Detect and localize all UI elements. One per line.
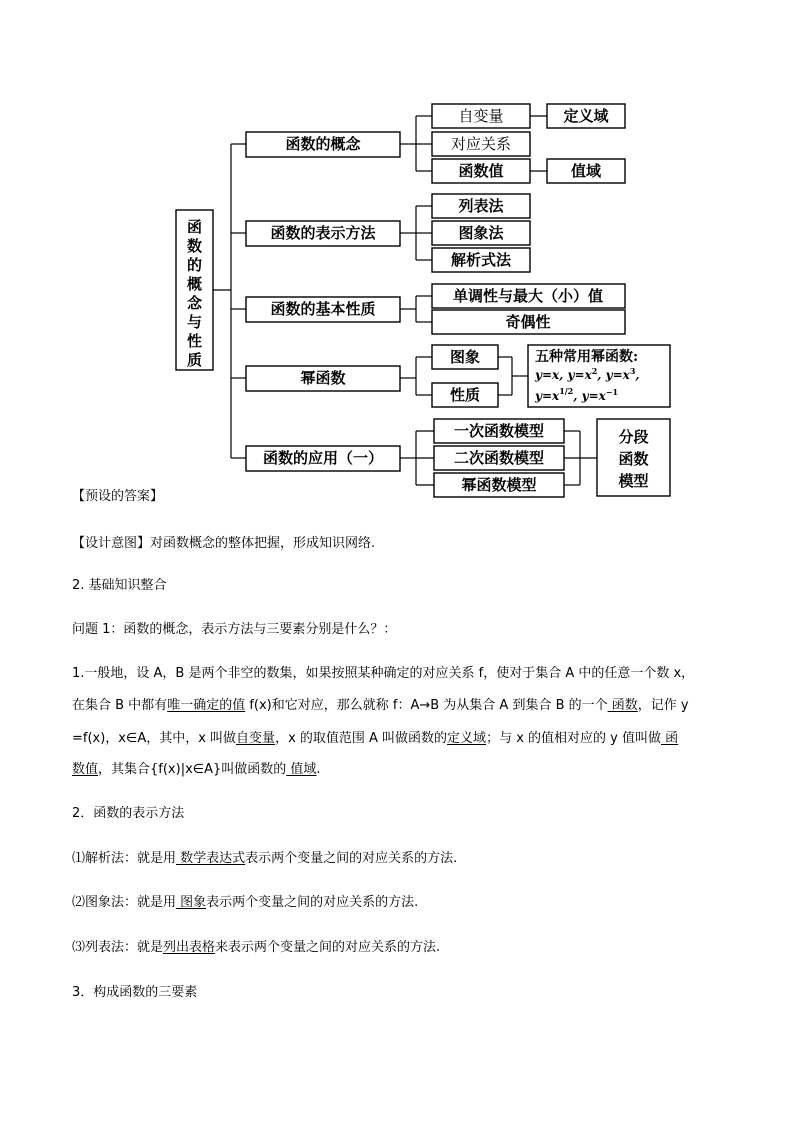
power-note-title: 五种常用幂函数:: [535, 349, 639, 365]
representation-node: 函数的表示方法: [270, 224, 376, 242]
domain-node: 定义域: [563, 107, 609, 125]
power-formula-line-1: y=x, $y=x^2_{, y=x}^3_,$: [535, 366, 640, 382]
concept-item: 对应关系: [450, 135, 512, 153]
underlined-answer: 数学表达式: [176, 851, 246, 866]
underlined-answer: 定义域: [447, 731, 487, 746]
underlined-answer: 图象: [176, 895, 207, 910]
concept-map-diagram: [0, 0, 794, 500]
application-item: 二次函数模型: [453, 449, 545, 467]
paragraph-line: =f(x)，x∈A，其中，x 叫做自变量，x 的取值范围 A 叫做函数的定义域；与 x 的值相对应的 y 值叫做 函: [72, 731, 679, 746]
question-1: 问题 1：函数的概念，表示方法与三要素分别是什么？：: [72, 622, 397, 637]
section-title: 2．函数的表示方法: [72, 806, 185, 821]
root-char: 数: [186, 237, 203, 255]
representation-item: 图象法: [458, 224, 504, 242]
piecewise-model-text: 模型: [618, 472, 649, 490]
representation-item: 解析式法: [450, 251, 512, 269]
paragraph-line: 数值，其集合{f(x)|x∈A}叫做函数的 值域.: [72, 762, 321, 777]
properties-node: 函数的基本性质: [270, 300, 376, 318]
method-line: ⑴解析法：就是用 数学表达式表示两个变量之间的对应关系的方法.: [72, 851, 458, 866]
paragraph-line: 1.一般地，设 A，B 是两个非空的数集，如果按照某种确定的对应关系 f，使对于集合 A 中的任意一个数 x，: [72, 666, 695, 681]
intent-label: 【设计意图】: [72, 536, 151, 551]
root-char: 性: [186, 332, 203, 350]
method-line: ⑶列表法：就是列出表格来表示两个变量之间的对应关系的方法.: [72, 940, 441, 955]
piecewise-model-text: 分段: [618, 428, 649, 446]
section-title: 2. 基础知识整合: [72, 578, 167, 593]
properties-item: 奇偶性: [505, 313, 551, 331]
power-item: 图象: [449, 348, 481, 366]
concept-item: 自变量: [458, 107, 504, 125]
root-char: 与: [186, 313, 203, 331]
power-formula-line-2: $y=x^{1/2}_{, y=x}^{-1}$: [535, 386, 619, 403]
design-intent: [72, 536, 375, 552]
underlined-answer: 唯一确定的值: [167, 698, 246, 713]
root-char: 的: [186, 256, 203, 274]
section-title: 3．构成函数的三要素: [72, 985, 198, 1000]
method-line: ⑵图象法：就是用 图象表示两个变量之间的对应关系的方法.: [72, 895, 419, 910]
application-node: 函数的应用（一）: [262, 449, 384, 467]
underlined-answer: 函数: [607, 698, 638, 713]
root-char: 念: [186, 294, 203, 312]
power-item: 性质: [449, 386, 481, 404]
underlined-answer: 函: [660, 731, 679, 746]
application-item: 幂函数模型: [461, 476, 537, 494]
power-function-node: 幂函数: [300, 369, 346, 387]
underlined-answer: 列出表格: [163, 940, 216, 955]
underlined-answer: 值域: [286, 762, 317, 777]
representation-item: 列表法: [458, 197, 504, 215]
concept-item: 函数值: [458, 162, 504, 180]
application-item: 一次函数模型: [453, 422, 545, 440]
underlined-answer: 自变量: [236, 731, 276, 746]
root-char: 概: [186, 275, 203, 293]
range-node: 值域: [570, 162, 602, 180]
root-char: 质: [186, 351, 203, 369]
underlined-answer: 数值: [72, 762, 99, 777]
concept-node: 函数的概念: [285, 135, 361, 153]
root-char: 函: [186, 218, 203, 236]
piecewise-model-text: 函数: [618, 450, 649, 468]
paragraph-line: 在集合 B 中都有唯一确定的值 f(x)和它对应，那么就称 f：A→B 为从集合 A 到集合 B 的一个 函数，记作 y: [72, 698, 689, 713]
answer-label: 【预设的答案】: [72, 489, 164, 504]
intent-body: 对函数概念的整体把握，形成知识网络.: [150, 536, 376, 551]
properties-item: 单调性与最大（小）值: [452, 287, 604, 305]
